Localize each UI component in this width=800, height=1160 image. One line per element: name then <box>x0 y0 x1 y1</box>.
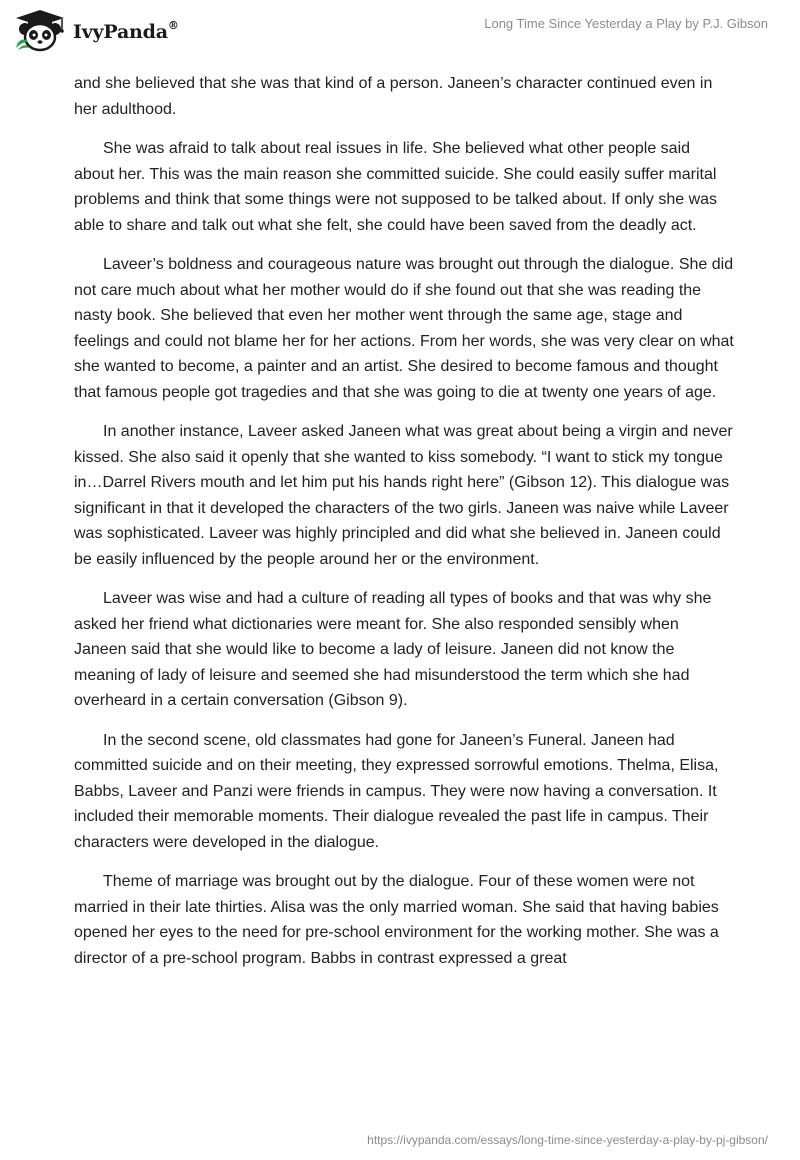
paragraph: In another instance, Laveer asked Janeen what was great about being a virgin and never kissed. She also said it openly that she wanted to kiss somebody. “I want to stick my tongue in…Darrel Rivers mouth and let him put his hands right here” (Gibson 12). This dialogue was significant in that it developed the characters of the two girls. Janeen was naive while Laveer was sophisticated. Laveer was highly principled and did what she believed in. Janeen could be easily influenced by the people around her or the environment. <box>74 423 733 568</box>
ivypanda-logo[interactable] <box>12 8 179 52</box>
page-header <box>0 0 800 70</box>
panda-graduate-icon <box>12 8 68 52</box>
paragraph: She was afraid to talk about real issues in life. She believed what other people said about her. This was the main reason she committed suicide. She could easily suffer marital problems and think that some things were not supposed to be talked about. If only she was able to share and talk out what she felt, she could have been saved from the deadly act. <box>74 140 718 234</box>
source-url[interactable]: https://ivypanda.com/essays/long-time-since-yesterday-a-play-by-pj-gibson/ <box>367 1133 768 1147</box>
paragraph: Laveer’s boldness and courageous nature was brought out through the dialogue. She did not care much about what her mother would do if she found out that she was reading the nasty book. She believed that even her mother went through the same age, stage and feelings and could not blame her for her actions. From her words, she was very clear on what she wanted to become, a painter and an artist. She desired to become famous and thought that famous people got tragedies and that she was going to die at twenty one years of age. <box>74 256 734 401</box>
paragraph: Laveer was wise and had a culture of reading all types of books and that was why she asked her friend what dictionaries were meant for. She also responded sensibly when Janeen said that she would like to become a lady of leisure. Janeen did not know the meaning of lady of leisure and seemed she had misunderstood the term which she had overheard in a certain conversation (Gibson 9). <box>74 590 712 709</box>
registered-mark: ® <box>167 19 179 32</box>
brand-name: IvyPanda® <box>73 19 179 43</box>
document-title: Long Time Since Yesterday a Play by P.J. Gibson <box>484 16 768 31</box>
paragraph: and she believed that she was that kind of a person. Janeen’s character continued even in her adulthood. <box>74 75 713 118</box>
paragraph: In the second scene, old classmates had gone for Janeen’s Funeral. Janeen had committed suicide and on their meeting, they expressed sorrowful emotions. Thelma, Elisa, Babbs, Laveer and Panzi were friends in campus. They were now having a conversation. It included their memorable moments. Their dialogue revealed the past life in campus. Their characters were developed in the dialogue. <box>74 731 719 851</box>
essay-body <box>74 71 734 985</box>
paragraph: Theme of marriage was brought out by the dialogue. Four of these women were not married in their late thirties. Alisa was the only married woman. She said that having babies opened her eyes to the need for pre-school environment for the working mother. She was a director of a pre-school program. Babbs in contrast expressed a great <box>74 873 719 967</box>
